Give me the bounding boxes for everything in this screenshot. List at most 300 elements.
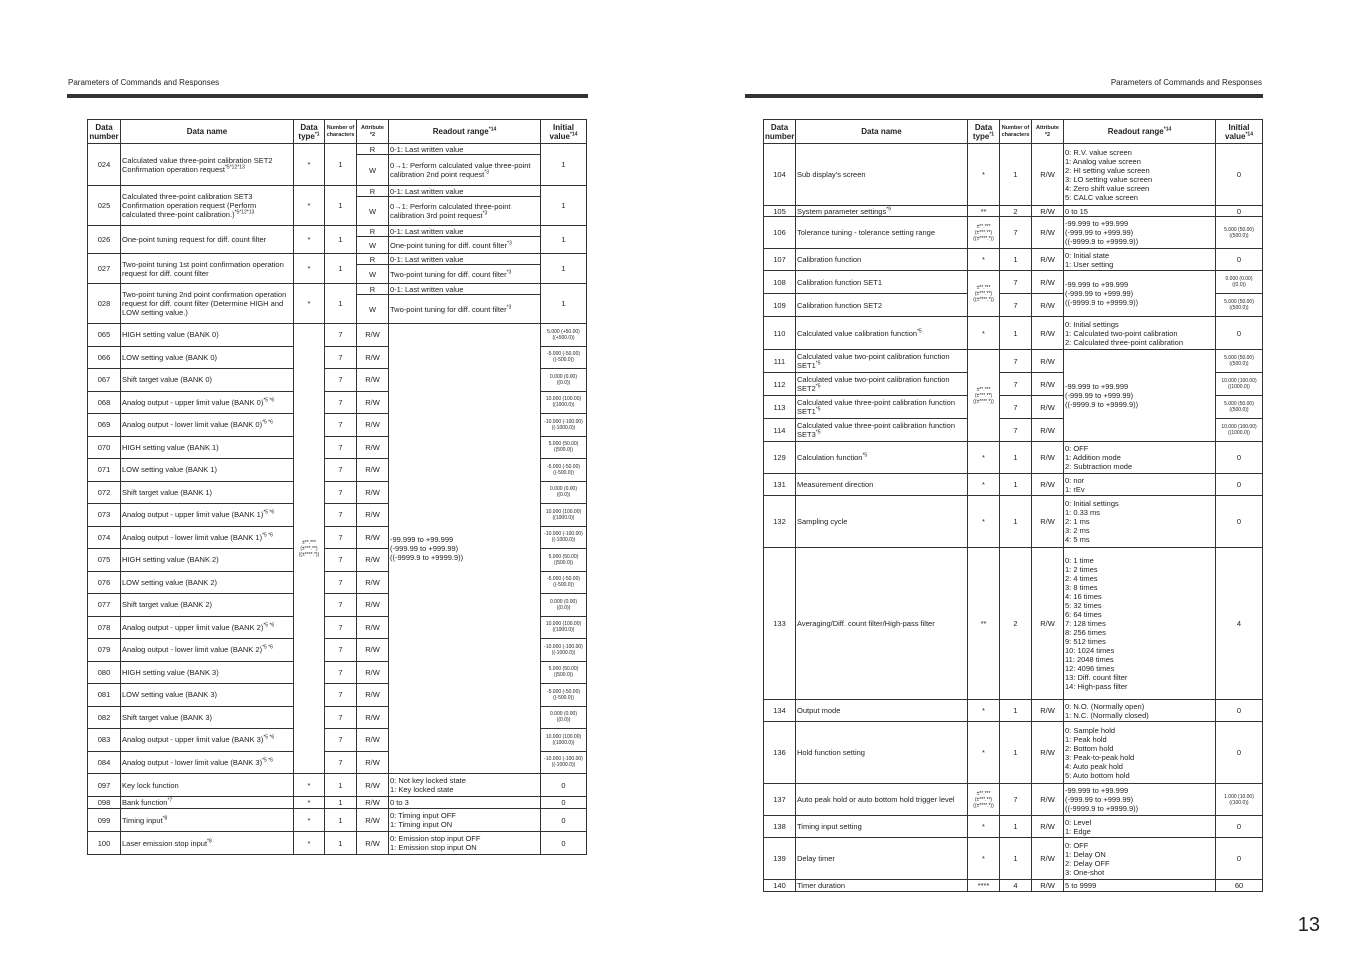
data-name-cell	[121, 144, 294, 186]
chars-cell: 7	[1000, 419, 1032, 442]
header-readout-range: Readout range$^{*14}$	[1064, 120, 1216, 144]
data-name-cell	[121, 226, 294, 254]
chars-cell: 1	[325, 284, 357, 324]
data-number-cell: 107	[764, 249, 796, 271]
data-name-text: Calculated value three-point calibration function SET1	[797, 398, 956, 416]
data-name-text: Laser emission stop input	[122, 838, 208, 848]
attribute-cell: R/W	[357, 436, 389, 459]
data-name-text: Averaging/Diff. count filter/High-pass filter	[797, 619, 935, 628]
data-type-cell: *	[968, 496, 1000, 548]
note-ref: *5 *6	[262, 419, 273, 426]
table-row	[764, 784, 1263, 816]
table-row	[764, 144, 1263, 206]
data-name-cell	[796, 144, 968, 206]
note-ref: *5 *6	[263, 734, 275, 741]
data-type-cell: *	[968, 838, 1000, 880]
attribute-cell: R/W	[357, 481, 389, 504]
table-row	[764, 838, 1263, 880]
initial-value-cell: 1	[541, 186, 587, 226]
data-name-cell	[796, 700, 968, 722]
chars-cell: 7	[325, 391, 357, 414]
data-name-text: Analog output - lower limit value (BANK 3)	[122, 757, 263, 767]
chars-cell: 1	[325, 774, 357, 797]
table-row	[764, 816, 1263, 838]
note-ref: *8	[207, 838, 212, 844]
data-name-text: Calculated three-point calibration SET3 Confirmation operation request (Perform calculated three-point calibration.)	[122, 192, 257, 219]
data-name-cell	[121, 346, 294, 369]
chars-cell: 1	[1000, 317, 1032, 350]
header-readout-range: Readout range$^{*14}$	[389, 120, 541, 144]
attribute-cell: R	[357, 226, 389, 237]
initial-value-cell: 10.000 (100.00) ((1000.0))	[541, 729, 587, 752]
data-number-cell: 136	[764, 722, 796, 784]
chars-cell: 7	[1000, 784, 1032, 816]
data-name-cell	[121, 481, 294, 504]
chars-cell: 1	[325, 797, 357, 809]
initial-value-cell: -5.000 (-50.00) ((-500.0))	[541, 571, 587, 594]
chars-cell: 7	[325, 571, 357, 594]
note-ref: *5*12*13	[224, 164, 245, 170]
note-ref: *5	[815, 406, 821, 413]
data-name-text: Timer duration	[797, 881, 846, 890]
initial-value-cell: -10.000 (-100.00) ((-1000.0))	[541, 751, 587, 774]
attribute-cell: R	[357, 144, 389, 155]
data-name-cell	[121, 832, 294, 855]
data-name-text: Two-point tuning 2nd point confirmation operation request for diff. count filter (Determine HIGH and LOW setting value.)	[122, 290, 287, 317]
attribute-cell: R/W	[1032, 548, 1064, 700]
chars-cell: 7	[325, 481, 357, 504]
attribute-cell: R/W	[1032, 206, 1064, 217]
data-name-text: HIGH setting value (BANK 3)	[122, 667, 219, 677]
note-ref: *8	[162, 815, 168, 821]
data-type-cell: *	[294, 809, 325, 832]
attribute-cell: R	[357, 186, 389, 197]
left-page-header: Parameters of Commands and Responses	[68, 78, 220, 87]
data-number-cell: 026	[88, 226, 121, 254]
initial-value-cell: 0	[541, 797, 587, 809]
table-row	[764, 496, 1263, 548]
initial-value-cell: 1	[541, 226, 587, 254]
data-name-text: Calculated value three-point calibration function SET3	[797, 421, 956, 439]
data-number-cell: 097	[88, 774, 121, 797]
data-number-cell: 139	[764, 838, 796, 880]
data-type-cell: ±**.*** (±***.**) ((±****.*))	[968, 350, 1000, 442]
data-type-cell: *	[294, 144, 325, 186]
data-name-cell	[121, 684, 294, 707]
initial-value-cell: 0.000 (0.00) ((0.0))	[541, 594, 587, 617]
initial-value-cell: -10.000 (-100.00) ((-1000.0))	[541, 639, 587, 662]
initial-value-cell: 10.000 (100.00) ((1000.0))	[541, 391, 587, 414]
data-name-cell	[121, 391, 294, 414]
data-name-cell	[121, 571, 294, 594]
attribute-cell: R/W	[1032, 816, 1064, 838]
data-number-cell: 070	[88, 436, 121, 459]
data-name-cell	[121, 661, 294, 684]
data-name-text: Analog output - lower limit value (BANK 2)	[122, 645, 263, 655]
attribute-cell: R/W	[357, 639, 389, 662]
data-name-text: LOW setting value (BANK 0)	[122, 352, 218, 362]
data-name-text: Key lock function	[122, 780, 179, 790]
data-name-text: One-point tuning request for diff. count filter	[122, 235, 267, 244]
data-type-cell: *	[968, 700, 1000, 722]
data-name-text: HIGH setting value (BANK 1)	[122, 442, 219, 452]
data-type-cell: *	[294, 797, 325, 809]
data-type-cell: ±**.*** (±***.**) ((±****.*))	[968, 784, 1000, 816]
note-ref: *5 *6	[262, 644, 273, 651]
data-number-cell: 111	[764, 350, 796, 373]
data-number-cell: 025	[88, 186, 121, 226]
initial-value-cell: 0	[1216, 442, 1263, 474]
attribute-cell: R/W	[357, 414, 389, 437]
data-number-cell: 129	[764, 442, 796, 474]
data-name-cell	[796, 350, 968, 373]
readout-range-cell: 0: Emission stop input OFF 1: Emission stop input ON	[389, 832, 541, 855]
chars-cell: 1	[325, 809, 357, 832]
attribute-cell: R/W	[1032, 249, 1064, 271]
data-number-cell: 108	[764, 271, 796, 294]
readout-range-cell: 0: Timing input OFF 1: Timing input ON	[389, 809, 541, 832]
attribute-cell: R/W	[1032, 700, 1064, 722]
readout-range-cell: 0: Not key locked state 1: Key locked state	[389, 774, 541, 797]
data-number-cell: 106	[764, 217, 796, 249]
readout-range-cell: 0-1: Last written value	[389, 144, 541, 155]
data-name-cell	[121, 594, 294, 617]
chars-cell: 7	[325, 369, 357, 392]
attribute-cell: W	[357, 155, 389, 186]
attribute-cell: R/W	[357, 346, 389, 369]
table-row	[764, 271, 1263, 294]
data-name-text: Sub display's screen	[797, 170, 866, 179]
attribute-cell: R/W	[357, 459, 389, 482]
data-name-cell	[121, 369, 294, 392]
note-ref: *5 *6	[262, 757, 273, 764]
table-row-read	[88, 226, 587, 237]
chars-cell: 7	[325, 459, 357, 482]
data-name-text: Delay timer	[797, 854, 835, 863]
attribute-cell: R/W	[357, 616, 389, 639]
attribute-cell: R/W	[1032, 880, 1064, 892]
chars-cell: 2	[1000, 548, 1032, 700]
note-ref: *5*12*13	[234, 209, 255, 216]
table-row-read	[88, 186, 587, 197]
data-type-cell: **	[968, 548, 1000, 700]
data-number-cell: 131	[764, 474, 796, 496]
initial-value-cell: 0	[1216, 816, 1263, 838]
data-name-cell	[796, 396, 968, 419]
attribute-cell: R/W	[357, 774, 389, 797]
data-number-cell: 069	[88, 414, 121, 437]
readout-range-cell: Two-point tuning for diff. count filter$^{*3}$	[389, 295, 541, 324]
initial-value-cell: -10.000 (-100.00) ((-1000.0))	[541, 414, 587, 437]
chars-cell: 1	[325, 254, 357, 284]
initial-value-cell: 0	[1216, 496, 1263, 548]
data-name-text: LOW setting value (BANK 1)	[122, 465, 218, 475]
attribute-cell: R	[357, 254, 389, 265]
header-number-of-characters: Number of characters	[325, 120, 357, 144]
initial-value-cell: 0	[1216, 722, 1263, 784]
chars-cell: 7	[1000, 271, 1032, 294]
data-name-text: Analog output - upper limit value (BANK 2)	[122, 622, 264, 632]
data-type-cell: *	[968, 317, 1000, 350]
data-name-text: Measurement direction	[797, 480, 874, 489]
attribute-cell: R/W	[357, 324, 389, 347]
table-row	[764, 317, 1263, 350]
initial-value-cell: 10.000 (100.00) ((1000.0))	[1216, 373, 1263, 396]
data-number-cell: 082	[88, 706, 121, 729]
data-number-cell: 024	[88, 144, 121, 186]
data-name-cell	[796, 419, 968, 442]
data-number-cell: 075	[88, 549, 121, 572]
data-name-cell	[121, 706, 294, 729]
data-name-cell	[121, 414, 294, 437]
data-name-cell	[796, 784, 968, 816]
data-number-cell: 074	[88, 526, 121, 549]
readout-range-cell: -99.999 to +99.999 (-999.99 to +999.99) ((-9999.9 to +9999.9))	[1064, 271, 1216, 317]
initial-value-cell: 0.000 (0.00) ((0.0))	[541, 481, 587, 504]
table-row	[764, 442, 1263, 474]
initial-value-cell: 5.000 (50.00) ((500.0))	[1216, 350, 1263, 373]
note-ref: *7	[167, 797, 173, 804]
header-data-type: Data type$^{*1}$	[968, 120, 1000, 144]
attribute-cell: R/W	[1032, 419, 1064, 442]
header-initial-value: Initial value$^{*14}$	[541, 120, 587, 144]
readout-range-cell: 0: Initial state 1: User setting	[1064, 249, 1216, 271]
attribute-cell: R/W	[357, 832, 389, 855]
data-number-cell: 077	[88, 594, 121, 617]
data-number-cell: 114	[764, 419, 796, 442]
attribute-cell: R/W	[357, 549, 389, 572]
chars-cell: 7	[325, 436, 357, 459]
initial-value-cell: -5.000 (-50.00) ((-500.0))	[541, 459, 587, 482]
data-name-cell	[796, 271, 968, 294]
data-name-cell	[121, 436, 294, 459]
attribute-cell: R/W	[1032, 350, 1064, 373]
data-name-text: Shift target value (BANK 1)	[122, 487, 213, 497]
attribute-cell: R/W	[1032, 396, 1064, 419]
chars-cell: 7	[325, 526, 357, 549]
data-name-cell	[121, 797, 294, 809]
chars-cell: 7	[325, 684, 357, 707]
data-name-cell	[121, 729, 294, 752]
data-type-cell: *	[294, 832, 325, 855]
initial-value-cell: 0	[1216, 474, 1263, 496]
data-number-cell: 084	[88, 751, 121, 774]
data-number-cell: 073	[88, 504, 121, 527]
chars-cell: 7	[325, 751, 357, 774]
table-row	[764, 249, 1263, 271]
data-type-cell: ±**.*** (±***.**) ((±****.*))	[294, 324, 325, 774]
initial-value-cell: 0	[1216, 317, 1263, 350]
data-name-text: Calculated value three-point calibration SET2 Confirmation operation request	[122, 155, 273, 174]
readout-range-cell: 0: N.O. (Normally open) 1: N.C. (Normally closed)	[1064, 700, 1216, 722]
attribute-cell: R/W	[1032, 496, 1064, 548]
attribute-cell: R/W	[1032, 474, 1064, 496]
note-ref: *5	[815, 383, 821, 390]
initial-value-cell: -5.000 (-50.00) ((-500.0))	[541, 684, 587, 707]
data-name-cell	[796, 442, 968, 474]
data-name-text: Analog output - upper limit value (BANK 1)	[122, 510, 264, 520]
left-header-rule	[67, 94, 588, 98]
attribute-cell: R/W	[1032, 144, 1064, 206]
data-number-cell: 110	[764, 317, 796, 350]
data-number-cell: 112	[764, 373, 796, 396]
readout-range-cell: Two-point tuning for diff. count filter$^{*3}$	[389, 265, 541, 284]
data-number-cell: 140	[764, 880, 796, 892]
data-number-cell: 080	[88, 661, 121, 684]
note-ref: *5 *6	[263, 509, 275, 516]
data-name-cell	[796, 496, 968, 548]
table-row	[88, 797, 587, 809]
initial-value-cell: 0.000 (0.00) ((0.0))	[541, 369, 587, 392]
table-row	[764, 722, 1263, 784]
initial-value-cell: 0.000 (0.00) ((0.0))	[541, 706, 587, 729]
attribute-cell: R/W	[357, 809, 389, 832]
readout-range-cell: 0 to 15	[1064, 206, 1216, 217]
attribute-cell: W	[357, 197, 389, 226]
data-name-cell	[121, 549, 294, 572]
data-name-text: Analog output - upper limit value (BANK 3)	[122, 735, 264, 745]
table-row	[764, 474, 1263, 496]
attribute-cell: R/W	[357, 391, 389, 414]
readout-range-cell: 0-1: Last written value	[389, 226, 541, 237]
data-type-cell: *	[294, 774, 325, 797]
left-table-header-row	[88, 120, 587, 144]
initial-value-cell: 5.000 (50.00) ((500.0))	[541, 436, 587, 459]
data-number-cell: 028	[88, 284, 121, 324]
data-name-text: Calculated value two-point calibration function SET2	[797, 375, 950, 393]
attribute-cell: R/W	[357, 504, 389, 527]
readout-range-cell: 0: nor 1: rEv	[1064, 474, 1216, 496]
data-type-cell: **	[968, 206, 1000, 217]
readout-range-cell: 0→1: Perform calculated value three-point calibration 2nd point request$^{*3}$	[389, 155, 541, 186]
header-data-name: Data name	[121, 120, 294, 144]
note-ref: *5	[815, 360, 821, 367]
initial-value-cell: 0.000 (0.00) ((0.0))	[1216, 271, 1263, 294]
chars-cell: 1	[1000, 496, 1032, 548]
initial-value-cell: 0	[1216, 838, 1263, 880]
right-parameter-table	[763, 119, 1263, 892]
chars-cell: 1	[1000, 249, 1032, 271]
readout-range-cell: 5 to 9999	[1064, 880, 1216, 892]
attribute-cell: R/W	[1032, 217, 1064, 249]
header-attribute: Attribute *2	[1032, 120, 1064, 144]
header-initial-value: Initial value$^{*14}$	[1216, 120, 1263, 144]
data-type-cell: *	[968, 442, 1000, 474]
data-name-cell	[796, 249, 968, 271]
initial-value-cell: 0	[541, 809, 587, 832]
attribute-cell: R/W	[1032, 294, 1064, 317]
data-name-cell	[796, 217, 968, 249]
data-type-cell: ±**.*** (±***.**) ((±****.*))	[968, 271, 1000, 317]
table-row	[764, 350, 1263, 373]
data-name-cell	[121, 751, 294, 774]
data-name-cell	[121, 526, 294, 549]
initial-value-cell: 1.000 (10.00) ((100.0))	[1216, 784, 1263, 816]
initial-value-cell: -10.000 (-100.00) ((-1000.0))	[541, 526, 587, 549]
data-name-text: LOW setting value (BANK 3)	[122, 690, 218, 700]
data-number-cell: 071	[88, 459, 121, 482]
page-number: 13	[1297, 914, 1320, 936]
data-name-text: Calculated value two-point calibration function SET1	[797, 352, 950, 370]
note-ref: *5	[815, 429, 821, 436]
chars-cell: 4	[1000, 880, 1032, 892]
attribute-cell: R/W	[1032, 271, 1064, 294]
initial-value-cell: 1	[541, 254, 587, 284]
data-name-cell	[121, 809, 294, 832]
initial-value-cell: 10.000 (100.00) ((1000.0))	[1216, 419, 1263, 442]
chars-cell: 7	[325, 706, 357, 729]
readout-range-cell: 0-1: Last written value	[389, 186, 541, 197]
readout-range-cell: 0: Initial settings 1: 0.33 ms 2: 1 ms 3: 2 ms 4: 5 ms	[1064, 496, 1216, 548]
data-number-cell: 133	[764, 548, 796, 700]
chars-cell: 7	[325, 414, 357, 437]
data-name-cell	[796, 722, 968, 784]
data-number-cell: 081	[88, 684, 121, 707]
table-row	[88, 809, 587, 832]
attribute-cell: W	[357, 265, 389, 284]
attribute-cell: R/W	[357, 729, 389, 752]
right-page-header: Parameters of Commands and Responses	[1110, 78, 1262, 87]
data-number-cell: 109	[764, 294, 796, 317]
data-number-cell: 067	[88, 369, 121, 392]
data-number-cell: 105	[764, 206, 796, 217]
table-row	[764, 217, 1263, 249]
data-number-cell: 100	[88, 832, 121, 855]
readout-range-cell: 0 to 3	[389, 797, 541, 809]
chars-cell: 1	[325, 226, 357, 254]
data-name-cell	[121, 639, 294, 662]
initial-value-cell: 5.000 (50.00) ((500.0))	[1216, 396, 1263, 419]
data-type-cell: *	[968, 144, 1000, 206]
chars-cell: 2	[1000, 206, 1032, 217]
data-name-cell	[121, 616, 294, 639]
chars-cell: 7	[1000, 373, 1032, 396]
attribute-cell: R/W	[357, 706, 389, 729]
attribute-cell: R/W	[357, 797, 389, 809]
data-number-cell: 072	[88, 481, 121, 504]
data-name-text: Analog output - lower limit value (BANK 0)	[122, 420, 263, 430]
data-name-text: HIGH setting value (BANK 2)	[122, 555, 219, 565]
data-type-cell: *	[294, 254, 325, 284]
note-ref: *5	[917, 328, 922, 334]
data-name-cell	[796, 206, 968, 217]
chars-cell: 1	[1000, 816, 1032, 838]
initial-value-cell: 5.000 (50.00) ((500.0))	[1216, 217, 1263, 249]
note-ref: *9	[886, 206, 891, 212]
data-name-text: Calculation function	[797, 453, 863, 462]
chars-cell: 1	[1000, 722, 1032, 784]
table-row	[88, 774, 587, 797]
chars-cell: 7	[1000, 396, 1032, 419]
data-name-text: LOW setting value (BANK 2)	[122, 577, 218, 587]
data-number-cell: 099	[88, 809, 121, 832]
data-name-cell	[796, 474, 968, 496]
attribute-cell: R	[357, 284, 389, 295]
data-number-cell: 138	[764, 816, 796, 838]
attribute-cell: R/W	[1032, 442, 1064, 474]
readout-range-cell: 0: OFF 1: Delay ON 2: Delay OFF 3: One-shot	[1064, 838, 1216, 880]
data-name-text: Calibration function SET1	[797, 277, 883, 287]
data-name-cell	[796, 880, 968, 892]
chars-cell: 1	[1000, 442, 1032, 474]
chars-cell: 1	[325, 832, 357, 855]
note-ref: *5 *6	[263, 397, 275, 404]
table-row	[764, 206, 1263, 217]
readout-range-cell: 0: Level 1: Edge	[1064, 816, 1216, 838]
attribute-cell: W	[357, 295, 389, 324]
initial-value-cell: 0	[1216, 700, 1263, 722]
readout-range-cell: -99.999 to +99.999 (-999.99 to +999.99) ((-9999.9 to +9999.9))	[389, 324, 541, 774]
